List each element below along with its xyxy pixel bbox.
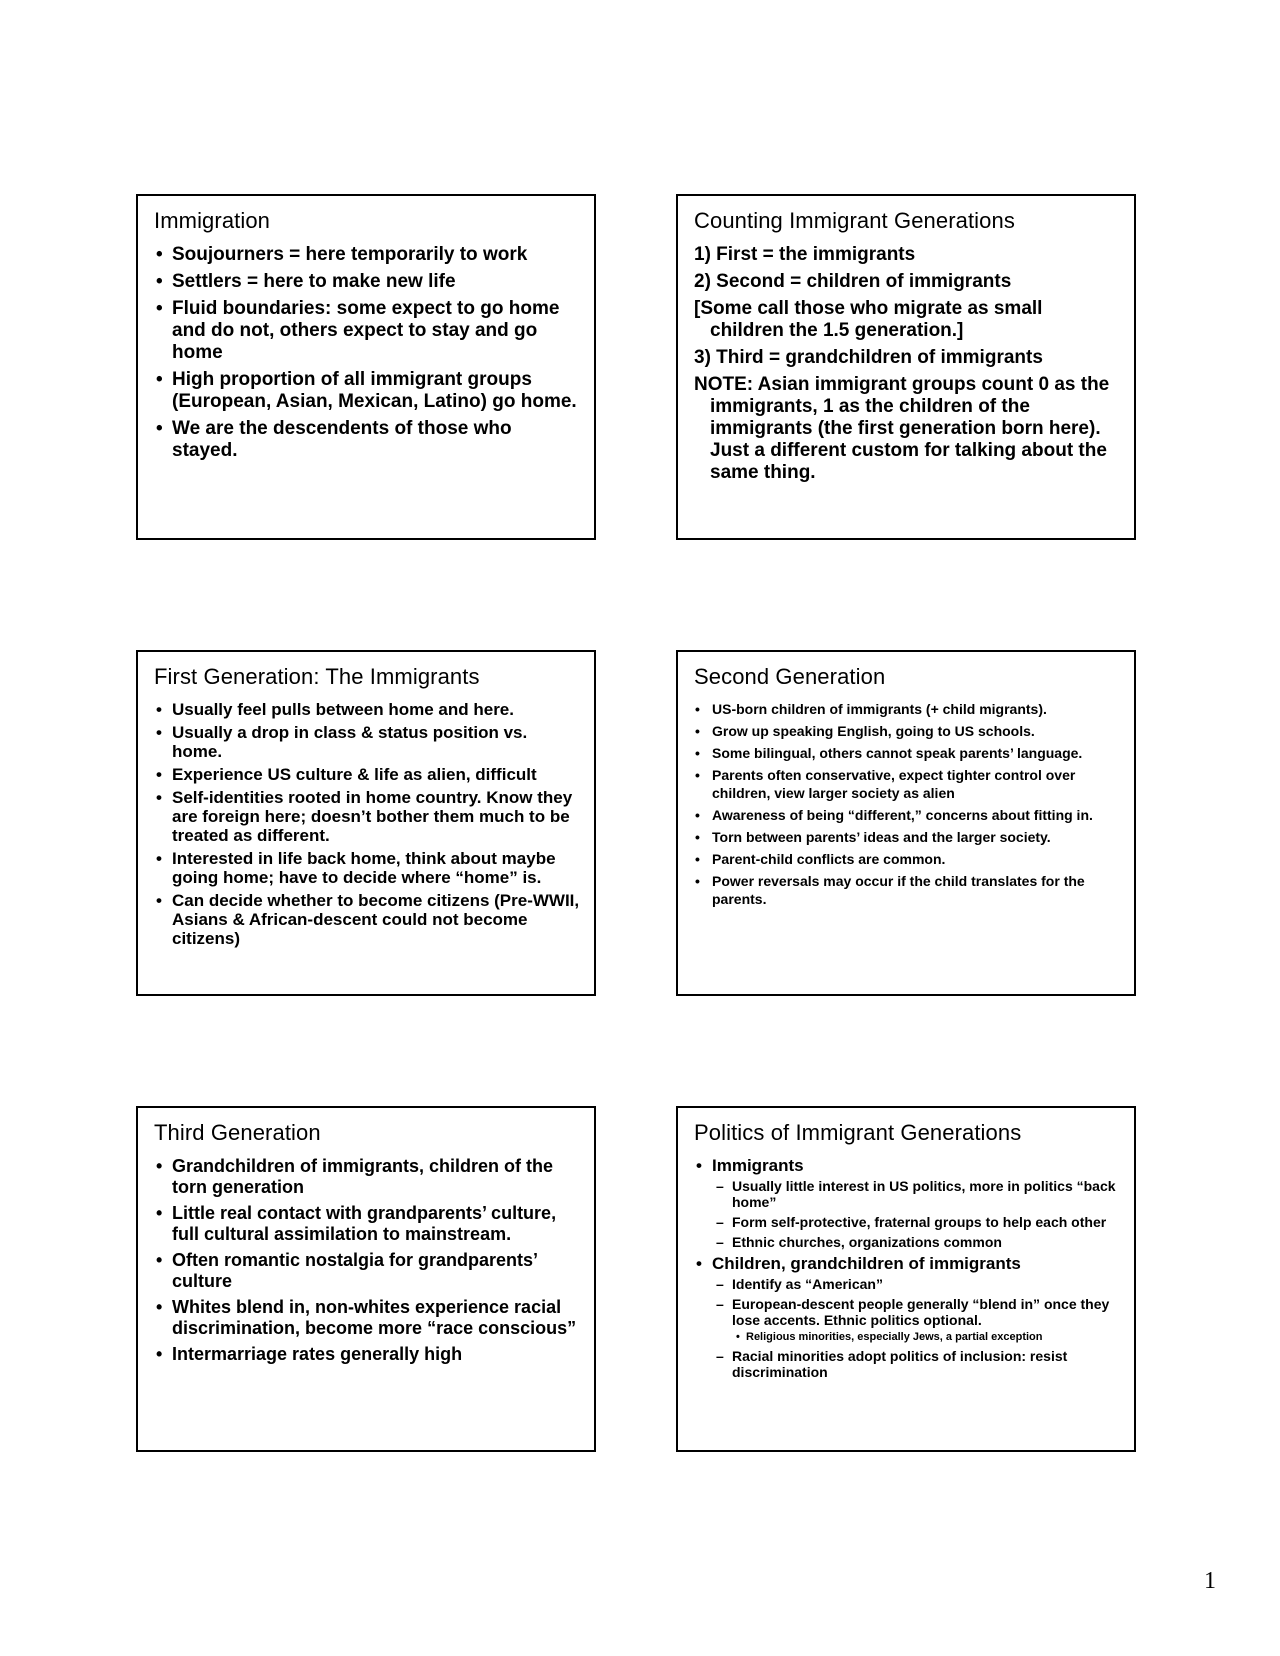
list-item: • Power reversals may occur if the child translates for the parents. xyxy=(694,872,1120,908)
slide-first-generation xyxy=(136,650,596,996)
sub-list xyxy=(712,1276,1120,1380)
list-item: • Grandchildren of immigrants, children of the torn generation xyxy=(154,1156,580,1198)
list-item: • Parents often conservative, expect tighter control over children, view larger society as alien xyxy=(694,766,1120,802)
slide-third-generation xyxy=(136,1106,596,1452)
bullet-list xyxy=(694,1156,1120,1380)
list-item-label: Immigrants xyxy=(712,1156,804,1175)
list-item: • Self-identities rooted in home country. Know they are foreign here; doesn’t bother them much to be treated as different. xyxy=(154,788,580,845)
list-item: • Whites blend in, non-whites experience racial discrimination, become more “race conscious” xyxy=(154,1297,580,1339)
list-item xyxy=(694,1254,1120,1380)
slide-title: Immigration xyxy=(154,208,271,233)
slide-immigration xyxy=(136,194,596,540)
list-item: NOTE: Asian immigrant groups count 0 as the immigrants, 1 as the children of the immigrants (the first generation born here). Just a different custom for talking about the same thing. xyxy=(694,374,1110,483)
list-item: • High proportion of all immigrant groups (European, Asian, Mexican, Latino) go home. xyxy=(154,369,580,413)
list-item: • Intermarriage rates generally high xyxy=(154,1344,580,1365)
bullet-list xyxy=(154,1156,580,1365)
list-item: • Grow up speaking English, going to US schools. xyxy=(694,722,1120,740)
bullet-list xyxy=(154,700,580,948)
list-item: 2) Second = children of immigrants xyxy=(694,271,1012,292)
page-number: 1 xyxy=(1204,1568,1216,1594)
bullet-list xyxy=(154,244,580,462)
slide-title: Politics of Immigrant Generations xyxy=(694,1120,1022,1145)
list-item: • Experience US culture & life as alien, difficult xyxy=(154,765,580,784)
sub-item: – Racial minorities adopt politics of inclusion: resist discrimination xyxy=(712,1348,1120,1380)
slide-title: Counting Immigrant Generations xyxy=(694,208,1015,233)
slide-second-generation xyxy=(676,650,1136,996)
list-item: • Soujourners = here temporarily to work xyxy=(154,244,580,266)
list-item: • Can decide whether to become citizens (Pre-WWII, Asians & African-descent could not become citizens) xyxy=(154,891,580,948)
sub-sub-item: • Religious minorities, especially Jews, a partial exception xyxy=(732,1330,1120,1344)
sub-sub-list xyxy=(732,1330,1120,1344)
sub-list xyxy=(712,1178,1120,1250)
sub-item: – Usually little interest in US politics, more in politics “back home” xyxy=(712,1178,1120,1210)
slide-title: Second Generation xyxy=(694,664,886,689)
sub-item: – Ethnic churches, organizations common xyxy=(712,1234,1120,1250)
sub-item: – Identify as “American” xyxy=(712,1276,1120,1292)
slide-title: First Generation: The Immigrants xyxy=(154,664,480,689)
sub-item xyxy=(712,1296,1120,1344)
list-item: • Torn between parents’ ideas and the larger society. xyxy=(694,828,1120,846)
list-item: • Often romantic nostalgia for grandparents’ culture xyxy=(154,1250,580,1292)
bullet-list xyxy=(694,700,1120,908)
list-item: • US-born children of immigrants (+ child migrants). xyxy=(694,700,1120,718)
list-item: • Usually a drop in class & status position vs. home. xyxy=(154,723,580,761)
list-item: • Settlers = here to make new life xyxy=(154,271,580,293)
list-item: 1) First = the immigrants xyxy=(694,244,916,265)
list-item: • Usually feel pulls between home and here. xyxy=(154,700,580,719)
slide-politics xyxy=(676,1106,1136,1452)
sub-item: – Form self-protective, fraternal groups to help each other xyxy=(712,1214,1120,1230)
slide-counting-generations xyxy=(676,194,1136,540)
list-item xyxy=(694,1156,1120,1250)
list-item-label: Children, grandchildren of immigrants xyxy=(712,1254,1021,1273)
list-item: • Parent-child conflicts are common. xyxy=(694,850,1120,868)
list-item: • Interested in life back home, think about maybe going home; have to decide where “home” is. xyxy=(154,849,580,887)
list-item: 3) Third = grandchildren of immigrants xyxy=(694,347,1043,368)
sub-item-text: European-descent people generally “blend in” once they lose accents. Ethnic politics optional. xyxy=(732,1296,1110,1328)
list-item: • We are the descendents of those who stayed. xyxy=(154,418,580,462)
list-item: • Some bilingual, others cannot speak parents’ language. xyxy=(694,744,1120,762)
slide-title: Third Generation xyxy=(154,1120,321,1145)
list-item: • Awareness of being “different,” concerns about fitting in. xyxy=(694,806,1120,824)
list-item: [Some call those who migrate as small children the 1.5 generation.] xyxy=(694,298,1043,341)
numbered-list xyxy=(694,244,1120,484)
list-item: • Fluid boundaries: some expect to go home and do not, others expect to stay and go home xyxy=(154,298,580,364)
list-item: • Little real contact with grandparents’ culture, full cultural assimilation to mainstream. xyxy=(154,1203,580,1245)
